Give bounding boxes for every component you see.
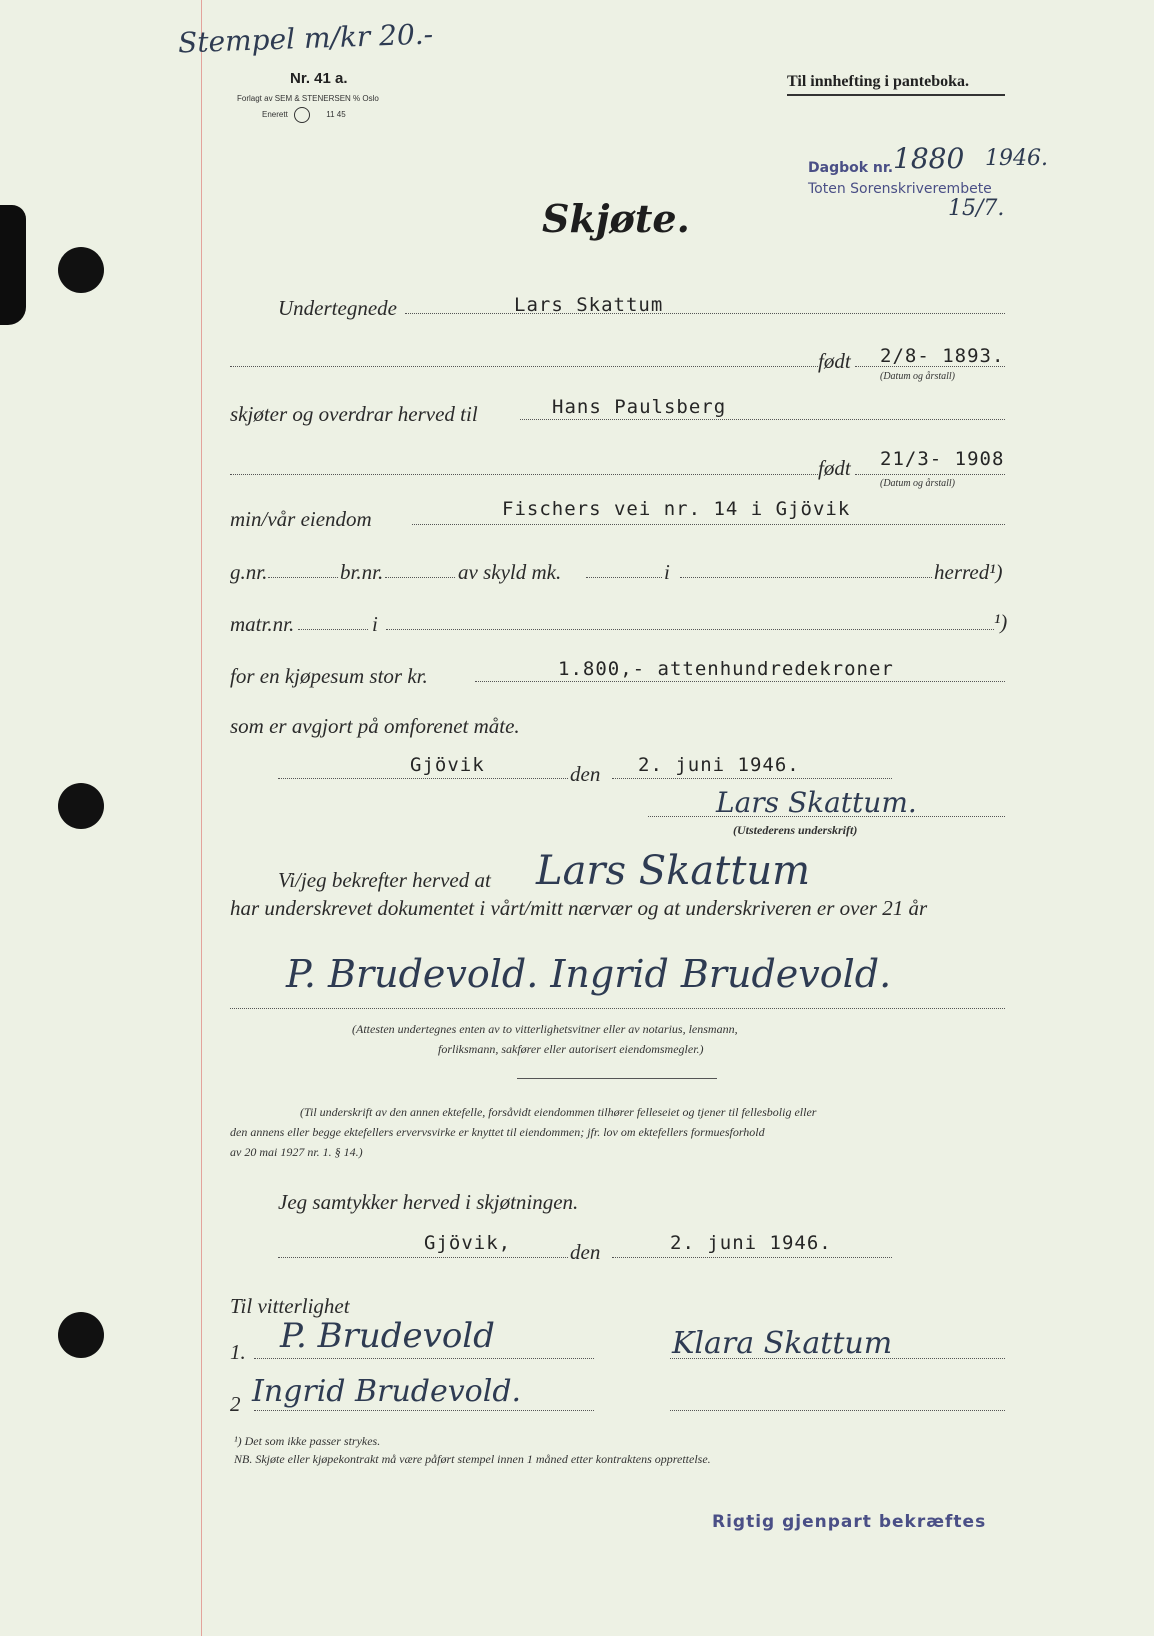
footnote-1: ¹) Det som ikke passer strykes. — [234, 1434, 381, 1448]
matr-line — [298, 629, 368, 630]
seller-born-hint: (Datum og årstall) — [880, 371, 955, 382]
publisher-code: 11 45 — [326, 110, 346, 120]
witness-2-number: 2 — [230, 1392, 241, 1416]
sorenskriver-office: Toten Sorenskriverembete — [808, 181, 992, 197]
seller-born-line-left — [230, 366, 818, 367]
dagbok-year: 1946. — [985, 146, 1048, 171]
seller-born-date: 2/8- 1893. — [880, 345, 1005, 367]
seller-name: Lars Skattum — [514, 294, 664, 316]
herred-line — [680, 577, 932, 578]
punch-hole-top — [58, 247, 104, 293]
punch-hole-bottom — [58, 1312, 104, 1358]
publisher-logo-icon — [294, 107, 310, 123]
buyer-born-line — [855, 474, 1005, 475]
buyer-born-hint: (Datum og årstall) — [880, 478, 955, 489]
price-value: 1.800,- attenhundredekroner — [558, 658, 894, 680]
witness-1-number: 1. — [230, 1340, 246, 1364]
document-title: Skjøte. — [542, 196, 690, 241]
witness-2-line — [254, 1410, 594, 1411]
matr-i-label: i — [372, 612, 378, 636]
punch-hole-middle — [58, 783, 104, 829]
consent-den-label: den — [570, 1240, 601, 1264]
stamp-date: 15/7. — [948, 196, 1005, 221]
certification-stamp: Rigtig gjenpart bekræftes — [712, 1512, 987, 1532]
price-line — [475, 681, 1005, 682]
skyld-label: av skyld mk. — [458, 560, 562, 584]
consent-place-line — [278, 1257, 568, 1258]
footnote-2: NB. Skjøte eller kjøpekontrakt må være påført stempel innen 1 måned etter kontraktens opprettelse. — [234, 1452, 711, 1466]
property-label: min/vår eiendom — [230, 507, 372, 531]
seller-line — [405, 313, 1005, 314]
transfer-label: skjøter og overdrar herved til — [230, 402, 478, 426]
skyld-line — [586, 577, 662, 578]
property-value: Fischers vei nr. 14 i Gjövik — [502, 498, 851, 520]
spouse-note-line3: av 20 mai 1927 nr. 1. § 14.) — [230, 1145, 363, 1159]
skyld-i-label: i — [664, 560, 670, 584]
gnr-label: g.nr. — [230, 560, 268, 584]
attestation-label: Vi/jeg bekrefter herved at — [278, 868, 491, 892]
seller-label: Undertegnede — [278, 296, 397, 320]
issuer-signature: Lars Skattum. — [716, 786, 917, 819]
red-margin-line — [201, 0, 202, 1636]
matr-label: matr.nr. — [230, 612, 295, 636]
section-divider — [517, 1078, 717, 1079]
signing-date-line — [612, 778, 892, 779]
seller-born-label: født — [818, 349, 851, 373]
publisher-line — [237, 94, 379, 103]
spouse-signature-line — [670, 1358, 1005, 1359]
attestation-signature-line — [230, 1008, 1005, 1009]
signing-place: Gjövik — [410, 754, 485, 776]
price-settled-text: som er avgjort på omforenet måte. — [230, 714, 520, 738]
matr-i-line — [386, 629, 994, 630]
buyer-born-date: 21/3- 1908 — [880, 448, 1005, 470]
dagbok-number: 1880 — [893, 142, 965, 175]
right-header-title: Til innhefting i panteboka. — [787, 73, 969, 90]
witness-2-signature: Ingrid Brudevold. — [252, 1374, 522, 1409]
price-label: for en kjøpesum stor kr. — [230, 664, 428, 688]
signing-date: 2. juni 1946. — [638, 754, 800, 776]
publisher-name: Forlagt av SEM & STENERSEN % Oslo — [237, 94, 379, 103]
attestation-text: har underskrevet dokumentet i vårt/mitt nærvær og at underskriveren er over 21 år — [230, 896, 928, 920]
attestation-name: Lars Skattum — [536, 848, 811, 894]
attestation-note-line2: forliksmann, sakfører eller autorisert eiendomsmegler.) — [438, 1042, 704, 1056]
spouse-signature: Klara Skattum — [672, 1326, 893, 1361]
witnesses-label: Til vitterlighet — [230, 1294, 350, 1318]
issuer-signature-line — [648, 816, 1005, 817]
publisher-enerett: Enerett — [262, 110, 288, 120]
form-number: Nr. 41 a. — [290, 70, 348, 87]
consent-date-line — [612, 1257, 892, 1258]
gnr-line — [268, 577, 338, 578]
consent-text: Jeg samtykker herved i skjøtningen. — [278, 1190, 579, 1214]
herred-label: herred¹) — [934, 560, 1003, 584]
spouse-note-line2: den annens eller begge ektefellers ervervsvirke er knyttet til eiendommen; jfr. lov om ektefellers formuesforhold — [230, 1125, 765, 1139]
spouse-note-line1: (Til underskrift av den annen ektefelle, forsåvidt eiendommen tilhører felleseiet og tjener til fellesbolig eller — [300, 1105, 817, 1119]
signing-place-line — [278, 778, 568, 779]
signing-den-label: den — [570, 762, 601, 786]
buyer-born-line-left — [230, 474, 818, 475]
buyer-born-label: født — [818, 456, 851, 480]
handwritten-stamp-note: Stempel m/kr 20.- — [177, 17, 434, 60]
brnr-label: br.nr. — [340, 560, 384, 584]
transfer-line — [520, 419, 1005, 420]
consent-date: 2. juni 1946. — [670, 1232, 832, 1254]
witness-2-right-line — [670, 1410, 1005, 1411]
attestation-witness-signatures: P. Brudevold. Ingrid Brudevold. — [286, 952, 892, 996]
torn-edge — [0, 205, 26, 325]
buyer-name: Hans Paulsberg — [552, 396, 727, 418]
publisher-line-2 — [262, 107, 346, 123]
witness-1-signature: P. Brudevold — [280, 1316, 495, 1356]
attestation-note-line1: (Attesten undertegnes enten av to vitterlighetsvitner eller av notarius, lensmann, — [352, 1022, 738, 1036]
dagbok-stamp — [808, 160, 893, 176]
consent-place: Gjövik, — [424, 1232, 512, 1254]
issuer-signature-caption: (Utstederens underskrift) — [733, 823, 858, 837]
dagbok-label: Dagbok nr. — [808, 160, 894, 176]
property-line — [412, 524, 1005, 525]
witness-1-line — [254, 1358, 594, 1359]
brnr-line — [385, 577, 455, 578]
matr-end: ¹) — [994, 610, 1008, 634]
right-header-underline — [787, 94, 1005, 96]
